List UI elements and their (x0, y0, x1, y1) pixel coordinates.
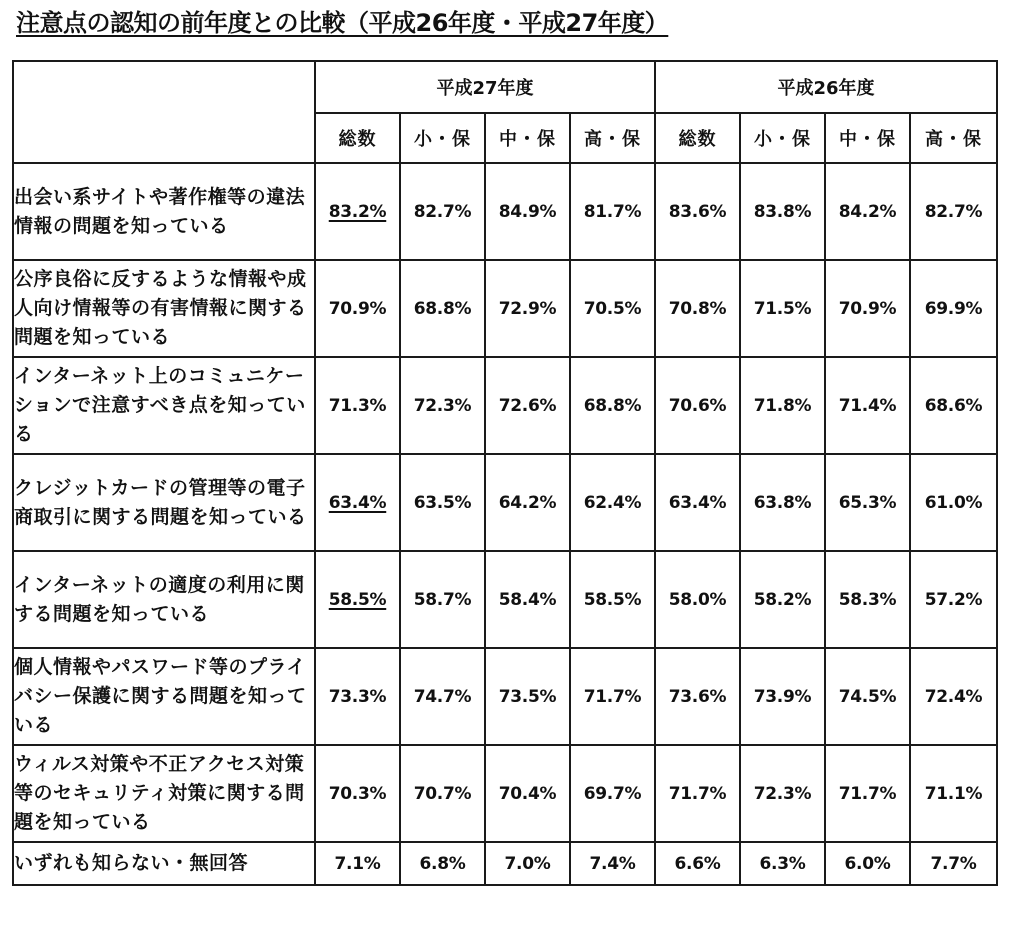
value-cell (570, 357, 655, 454)
subheader-cell: 総数 (315, 113, 400, 163)
table-row (13, 648, 997, 745)
value-text: 7.0% (504, 853, 551, 874)
subheader-cell: 総数 (655, 113, 740, 163)
value-cell (825, 454, 910, 551)
value-cell (910, 648, 997, 745)
value-text: 70.9% (838, 298, 897, 319)
value-cell (825, 648, 910, 745)
value-cell (485, 454, 570, 551)
value-text: 6.0% (844, 853, 891, 874)
value-cell (910, 842, 997, 885)
value-text: 6.6% (674, 853, 721, 874)
value-text: 70.5% (583, 298, 642, 319)
value-text: 70.9% (328, 298, 387, 319)
value-cell (400, 551, 485, 648)
value-cell (400, 163, 485, 260)
subheader-cell: 小・保 (740, 113, 825, 163)
value-text: 71.3% (328, 395, 387, 416)
value-text: 6.3% (759, 853, 806, 874)
page-title: 注意点の認知の前年度との比較（平成26年度・平成27年度） (16, 9, 669, 37)
value-text: 81.7% (583, 201, 642, 222)
value-text: 71.4% (838, 395, 897, 416)
value-cell (570, 260, 655, 357)
value-text: 63.8% (753, 492, 812, 513)
value-text: 72.3% (753, 783, 812, 804)
value-text: 71.7% (668, 783, 727, 804)
value-cell (740, 551, 825, 648)
value-text: 58.5% (328, 589, 387, 610)
value-text: 63.4% (668, 492, 727, 513)
value-cell (315, 551, 400, 648)
value-text: 73.3% (328, 686, 387, 707)
table-row (13, 357, 997, 454)
value-text: 72.6% (498, 395, 557, 416)
value-cell (910, 260, 997, 357)
value-cell (655, 648, 740, 745)
value-cell (400, 745, 485, 842)
value-cell (485, 842, 570, 885)
value-cell (315, 357, 400, 454)
value-cell (825, 357, 910, 454)
value-text: 83.6% (668, 201, 727, 222)
value-cell (485, 551, 570, 648)
subheader-cell: 中・保 (485, 113, 570, 163)
value-text: 83.2% (328, 201, 387, 222)
value-text: 58.7% (413, 589, 472, 610)
value-text: 73.6% (668, 686, 727, 707)
value-cell (740, 454, 825, 551)
table-row (13, 842, 997, 885)
row-label: 個人情報やパスワード等のプライバシー保護に関する問題を知っている (13, 648, 315, 745)
value-cell (910, 745, 997, 842)
value-text: 61.0% (924, 492, 983, 513)
value-cell (655, 551, 740, 648)
value-cell (485, 163, 570, 260)
value-text: 69.9% (924, 298, 983, 319)
value-cell (400, 357, 485, 454)
value-text: 72.4% (924, 686, 983, 707)
value-cell (655, 745, 740, 842)
value-text: 68.8% (413, 298, 472, 319)
value-text: 58.2% (753, 589, 812, 610)
value-cell (315, 842, 400, 885)
table-row (13, 745, 997, 842)
value-cell (400, 842, 485, 885)
comparison-table (12, 60, 998, 886)
value-cell (740, 648, 825, 745)
value-cell (740, 745, 825, 842)
value-text: 58.3% (838, 589, 897, 610)
value-cell (315, 163, 400, 260)
value-cell (655, 842, 740, 885)
value-text: 70.6% (668, 395, 727, 416)
table-row (13, 454, 997, 551)
value-text: 70.4% (498, 783, 557, 804)
value-cell (400, 648, 485, 745)
value-cell (485, 648, 570, 745)
row-label: いずれも知らない・無回答 (13, 842, 315, 885)
value-cell (655, 454, 740, 551)
row-label: クレジットカードの管理等の電子商取引に関する問題を知っている (13, 454, 315, 551)
row-label: 出会い系サイトや著作権等の違法情報の問題を知っている (13, 163, 315, 260)
value-text: 71.1% (924, 783, 983, 804)
value-text: 70.3% (328, 783, 387, 804)
row-label: インターネット上のコミュニケーションで注意すべき点を知っている (13, 357, 315, 454)
value-text: 6.8% (419, 853, 466, 874)
value-cell (825, 745, 910, 842)
value-cell (740, 163, 825, 260)
value-cell (315, 260, 400, 357)
value-text: 7.4% (589, 853, 636, 874)
value-text: 58.4% (498, 589, 557, 610)
year-header-h27: 平成27年度 (315, 61, 655, 113)
subheader-cell: 高・保 (570, 113, 655, 163)
value-cell (825, 163, 910, 260)
value-cell (740, 357, 825, 454)
value-cell (655, 260, 740, 357)
value-text: 82.7% (924, 201, 983, 222)
value-text: 64.2% (498, 492, 557, 513)
subheader-cell: 中・保 (825, 113, 910, 163)
value-cell (315, 648, 400, 745)
value-text: 74.7% (413, 686, 472, 707)
value-cell (485, 357, 570, 454)
value-text: 72.3% (413, 395, 472, 416)
row-label: 公序良俗に反するような情報や成人向け情報等の有害情報に関する問題を知っている (13, 260, 315, 357)
value-cell (655, 163, 740, 260)
value-cell (315, 745, 400, 842)
value-cell (400, 454, 485, 551)
value-text: 72.9% (498, 298, 557, 319)
value-cell (570, 551, 655, 648)
value-text: 71.7% (838, 783, 897, 804)
value-text: 70.7% (413, 783, 472, 804)
value-text: 82.7% (413, 201, 472, 222)
value-text: 63.5% (413, 492, 472, 513)
value-text: 58.0% (668, 589, 727, 610)
value-text: 57.2% (924, 589, 983, 610)
value-cell (825, 551, 910, 648)
value-text: 63.4% (328, 492, 387, 513)
value-text: 62.4% (583, 492, 642, 513)
value-cell (655, 357, 740, 454)
subheader-cell: 高・保 (910, 113, 997, 163)
header-corner-cell (13, 61, 315, 163)
value-text: 69.7% (583, 783, 642, 804)
value-cell (570, 648, 655, 745)
table-row (13, 260, 997, 357)
value-cell (570, 454, 655, 551)
value-cell (485, 260, 570, 357)
table-row (13, 551, 997, 648)
value-cell (910, 551, 997, 648)
row-label: ウィルス対策や不正アクセス対策等のセキュリティ対策に関する問題を知っている (13, 745, 315, 842)
value-text: 70.8% (668, 298, 727, 319)
value-text: 68.8% (583, 395, 642, 416)
value-text: 68.6% (924, 395, 983, 416)
value-text: 71.7% (583, 686, 642, 707)
value-text: 65.3% (838, 492, 897, 513)
value-cell (910, 163, 997, 260)
subheader-cell: 小・保 (400, 113, 485, 163)
value-cell (570, 842, 655, 885)
value-text: 71.5% (753, 298, 812, 319)
value-text: 84.9% (498, 201, 557, 222)
value-cell (485, 745, 570, 842)
value-cell (315, 454, 400, 551)
value-text: 84.2% (838, 201, 897, 222)
value-text: 7.1% (334, 853, 381, 874)
value-text: 74.5% (838, 686, 897, 707)
row-label: インターネットの適度の利用に関する問題を知っている (13, 551, 315, 648)
year-header-h26: 平成26年度 (655, 61, 997, 113)
value-cell (910, 454, 997, 551)
value-cell (740, 260, 825, 357)
value-cell (740, 842, 825, 885)
table-body (13, 163, 997, 885)
value-cell (825, 260, 910, 357)
value-cell (825, 842, 910, 885)
value-cell (570, 745, 655, 842)
value-text: 71.8% (753, 395, 812, 416)
table-row (13, 163, 997, 260)
value-cell (910, 357, 997, 454)
value-text: 7.7% (930, 853, 977, 874)
value-text: 73.9% (753, 686, 812, 707)
value-cell (400, 260, 485, 357)
value-text: 58.5% (583, 589, 642, 610)
value-text: 73.5% (498, 686, 557, 707)
value-cell (570, 163, 655, 260)
value-text: 83.8% (753, 201, 812, 222)
